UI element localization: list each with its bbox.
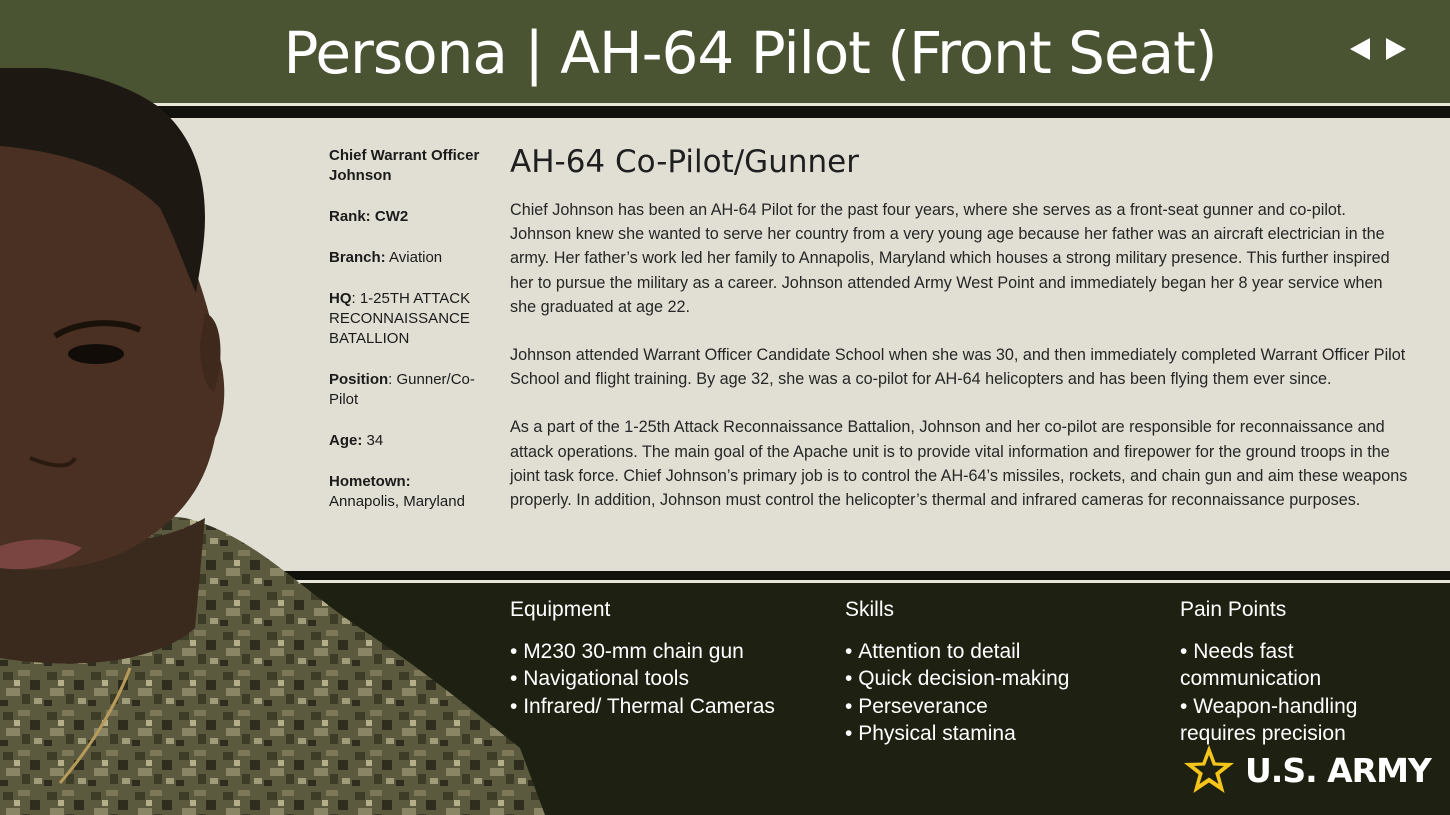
branch-value: Aviation [389,249,443,266]
pain-points-heading: Pain Points [1180,598,1287,621]
pain-points-list [1180,638,1410,747]
branch-label: Branch: [329,249,386,266]
pain-points-column [1180,596,1410,747]
age-value: 34 [366,432,384,449]
eye-shape [68,344,124,364]
bio-paragraph: As a part of the 1-25th Attack Reconnaissance Battalion, Johnson and her co-pilot are responsible for reconnaissance and attack operations. The main goal of the Apache unit is to provide vital information and firepower for the ground troops in the joint task force. Chief Johnson’s primary job is to control the AH-64’s missiles, rockets, and chain gun and aim these weapons properly. In addition, Johnson must control the helicopter’s thermal and infrared cameras for reconnaissance purposes. [510,418,1408,510]
skills-column [845,596,1165,747]
profile-name: Chief Warrant Officer Johnson [329,147,480,184]
list-item: • M230 30-mm chain gun [510,638,830,665]
army-wordmark: U.S. ARMY [1245,750,1431,790]
list-item: • Infrared/ Thermal Cameras [510,693,830,720]
list-item: • Navigational tools [510,665,830,692]
position-value: : Gunner/Co-Pilot [329,371,475,408]
equipment-list [510,638,830,720]
bio-paragraph: Chief Johnson has been an AH-64 Pilot for the past four years, where she serves as a front-seat gunner and co-pilot. Johnson knew she wanted to serve her country from a very young age because her father was an aircraft electrician in the army. Her father’s work led her family to Annapolis, Maryland which houses a strong military presence. This further inspired her to pursue the military as a career. Johnson attended Army West Point and immediately began her 8 year service when she graduated at age 22. [510,201,1390,316]
army-logo [1181,743,1431,797]
section-heading: AH-64 Co-Pilot/Gunner [510,144,859,180]
slide-navigation [1350,38,1406,60]
equipment-heading: Equipment [510,598,611,621]
hometown-label: Hometown: [329,473,411,490]
skills-list [845,638,1165,747]
page-title: Persona | AH-64 Pilot (Front Seat) [283,19,1217,87]
list-item: • Weapon-handling requires precision [1180,693,1410,748]
list-item: • Needs fast communication [1180,638,1410,693]
equipment-column [510,596,830,720]
list-item: • Perseverance [845,693,1165,720]
rank-value: CW2 [374,208,409,225]
bio-paragraph: Johnson attended Warrant Officer Candidate School when she was 30, and then immediately completed Warrant Officer Pilot School and flight training. By age 32, she was a co-pilot for AH-64 helicopters and has been flying them ever since. [510,346,1406,389]
skills-heading: Skills [845,598,895,621]
hometown-value: Annapolis, Maryland [329,493,465,510]
next-arrow-icon[interactable] [1386,38,1406,60]
position-label: Position [329,371,389,388]
list-item: • Quick decision-making [845,665,1165,692]
persona-photo [0,68,545,815]
list-item: • Physical stamina [845,720,1165,747]
star-icon [1181,743,1237,797]
hq-label: HQ [329,290,352,307]
hq-value: : 1-25TH ATTACK RECONNAISSANCE BATALLION [329,290,471,347]
previous-arrow-icon[interactable] [1350,38,1370,60]
age-label: Age: [329,432,363,449]
list-item: • Attention to detail [845,638,1165,665]
biography-section [510,140,1410,536]
rank-label: Rank: [329,208,371,225]
